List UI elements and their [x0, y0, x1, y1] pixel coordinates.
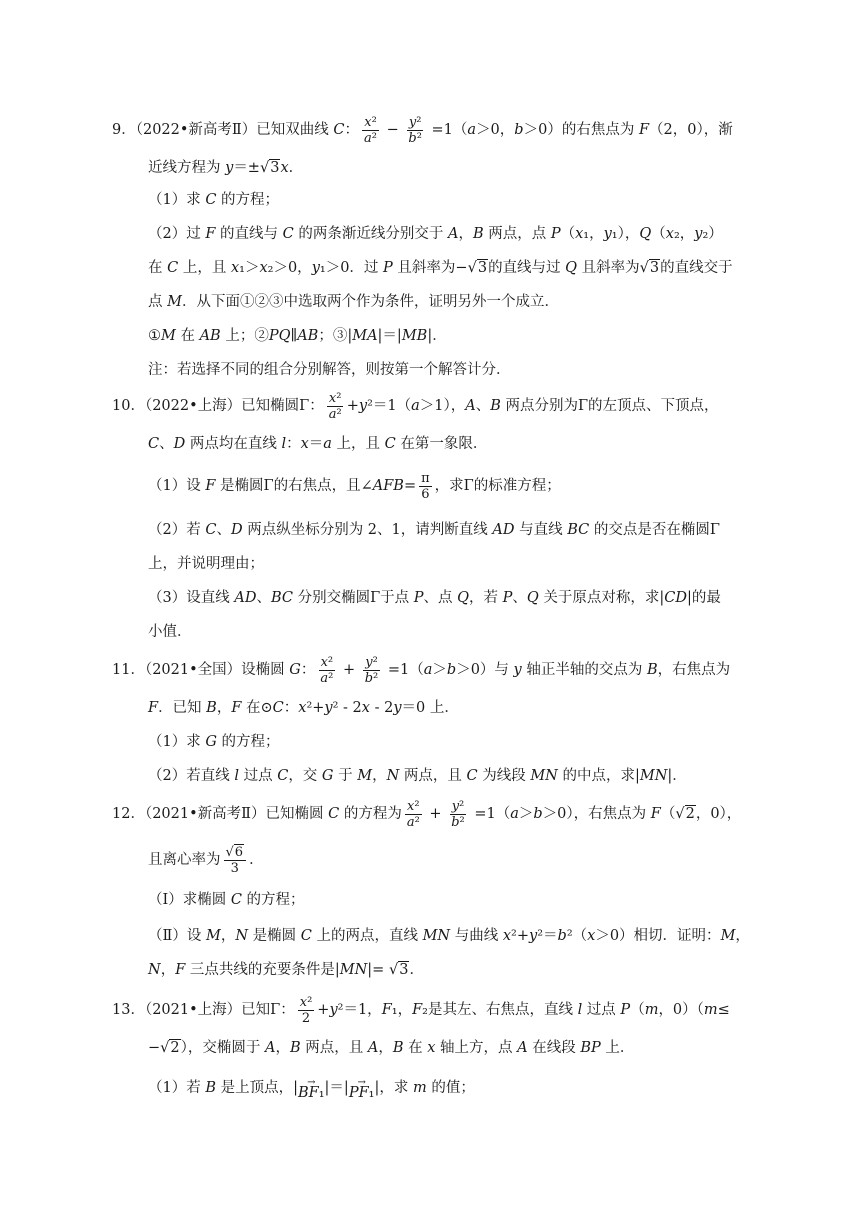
- problem-10-line-2: C、D 两点均在直线 l：x＝a 上，且 C 在第一象限．: [148, 436, 488, 452]
- problem-13-line-1: 13．（2021•上海）已知Γ： $\frac{\text{x²}}{2}$ +y²＝1，F₁，F₂是其左、右焦点，直线 l 过点 P（m，0）（m≤: [112, 994, 730, 1026]
- problem-9-line-5: 在 C 上，且 x₁＞x₂＞0，y₁＞0．过 P 且斜率为− √3 的直线与过 Q 且斜率为 √3 的直线交于: [148, 260, 733, 276]
- problem-9-line-4: （2）过 F 的直线与 C 的两条渐近线分别交于 A，B 两点，点 P（x₁，y₁），Q（x₂，y₂）: [148, 226, 723, 242]
- problem-12-line-3: （Ⅰ）求椭圆 C 的方程；: [148, 892, 305, 908]
- problem-9-line-7: ①M 在 AB 上；②PQ∥AB；③|MA|＝|MB|．: [148, 328, 447, 344]
- problem-10-line-1: 10．（2022•上海）已知椭圆Γ： $\frac{\text{x²}}{\text{a²}}$ +y²＝1（a＞1），A、B 两点分别为Γ的左顶点、下顶点，: [112, 390, 719, 422]
- problem-9-line-8: 注：若选择不同的组合分别解答，则按第一个解答计分．: [148, 362, 511, 378]
- problem-9-line-2: 近线方程为 y＝± √3 x．: [148, 160, 304, 176]
- problem-12-line-1: 12．（2021•新高考Ⅱ）已知椭圆 C 的方程为 $\frac{\text{x²}}{\text{a²}}$ + $\frac{\text{y²}}{\text{b²}}$ =1（a＞b＞0），右焦点为 F（ √2 ，0），: [112, 798, 742, 830]
- problem-12-line-2: 且离心率为 $\frac{√6}{3}$ ．: [148, 844, 264, 876]
- problem-10-line-3: （1）设 F 是椭圆Γ的右焦点，且∠AFB= $\frac{\pi}{6}$ ，求Γ的标准方程；: [148, 470, 561, 502]
- problem-9-line-1: 9．（2022•新高考Ⅱ）已知双曲线 C： $\frac{\text{x²}}{\text{a²}}$ − $\frac{\text{y²}}{\text{b²}}$ =1（a＞0，b＞0）的右焦点为 F（2，0），渐: [112, 114, 733, 146]
- problem-13-line-2: − √2 ），交椭圆于 A，B 两点，且 A，B 在 x 轴上方，点 A 在线段 BP 上．: [148, 1040, 635, 1056]
- problem-10-line-7: 小值．: [148, 624, 192, 640]
- problem-12-line-5: N，F 三点共线的充要条件是|MN|= √3 ．: [148, 962, 424, 978]
- problem-11-line-1: 11．（2021•全国）设椭圆 G： $\frac{\text{x²}}{\text{a²}}$ + $\frac{\text{y²}}{\text{b²}}$ =1（a＞b＞0）与 y 轴正半轴的交点为 B，右焦点为: [112, 654, 731, 686]
- problem-11-line-3: （1）求 G 的方程；: [148, 734, 280, 750]
- problem-11-line-4: （2）若直线 l 过点 C，交 G 于 M，N 两点，且 C 为线段 MN 的中点，求|MN|．: [148, 768, 687, 784]
- problem-9-line-6: 点 M．从下面①②③中选取两个作为条件，证明另外一个成立．: [148, 294, 559, 310]
- problem-10-line-5: 上，并说明理由；: [148, 556, 264, 572]
- problem-10-line-6: （3）设直线 AD、BC 分别交椭圆Γ于点 P、点 Q，若 P、Q 关于原点对称，求|CD|的最: [148, 590, 721, 606]
- problem-10-line-4: （2）若 C、D 两点纵坐标分别为 2、1，请判断直线 AD 与直线 BC 的交点是否在椭圆Γ: [148, 522, 720, 538]
- problem-12-line-4: （Ⅱ）设 M，N 是椭圆 C 上的两点，直线 MN 与曲线 x²+y²＝b²（x＞0）相切．证明：M，: [148, 928, 750, 944]
- problem-13-line-3: （1）若 B 是上顶点，| → BF₁ |＝| → PF₁ |，求 m 的值；: [148, 1077, 475, 1101]
- problem-11-line-2: F．已知 B，F 在⊙C：x²+y² - 2x - 2y＝0 上．: [148, 700, 459, 716]
- problem-9-line-3: （1）求 C 的方程；: [148, 192, 280, 208]
